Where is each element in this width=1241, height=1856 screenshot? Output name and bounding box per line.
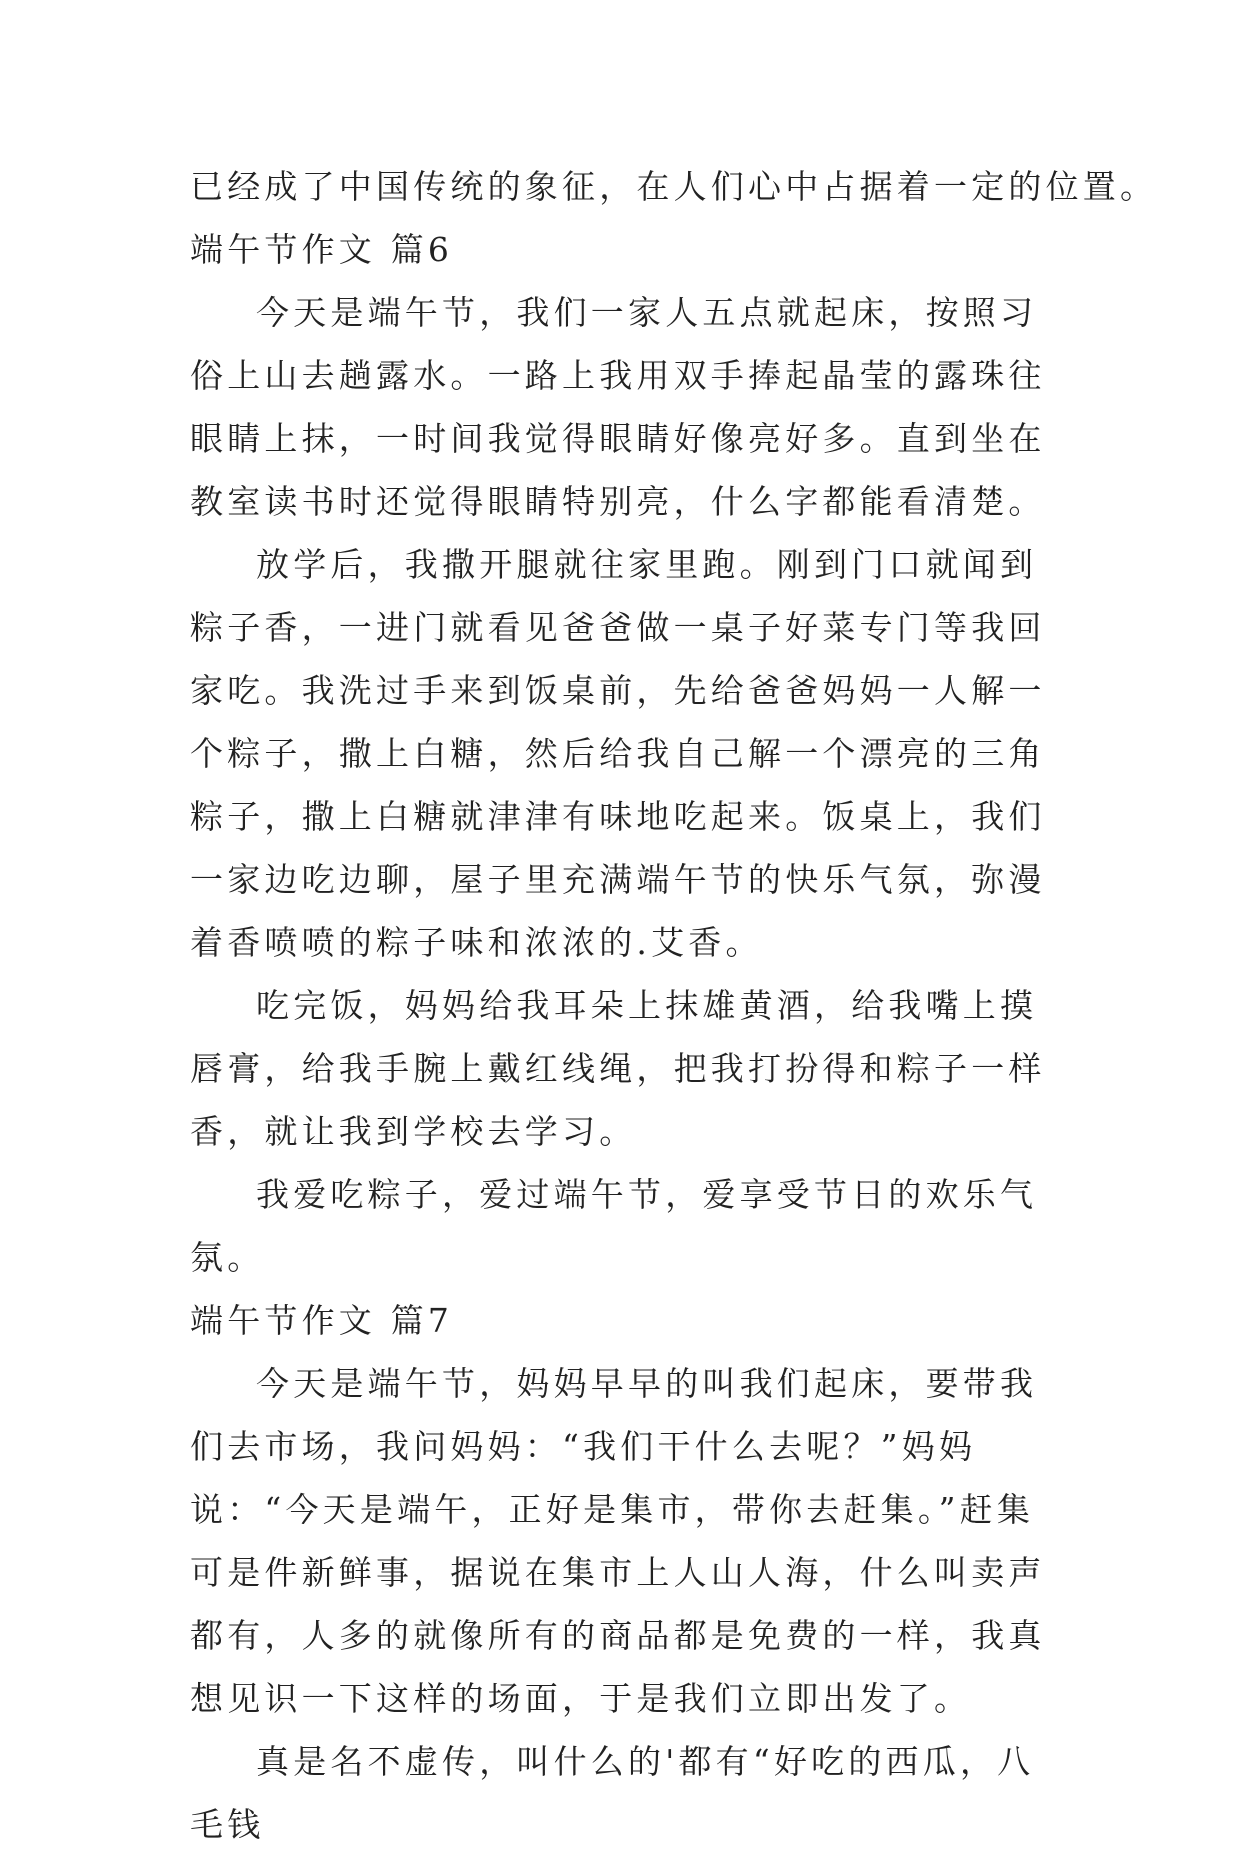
paragraph: 今天是端午节，我们一家人五点就起床，按照习俗上山去趟露水。一路上我用双手捧起晶莹的露珠往眼睛上抹，一时间我觉得眼睛好像亮好多。直到坐在教室读书时还觉得眼睛特别亮，什么字都能看清楚。 xyxy=(190,293,1046,521)
paragraph: 今天是端午节，妈妈早早的叫我们起床，要带我们去市场，我问妈妈：“我们干什么去呢？”妈妈说：“今天是端午，正好是集市，带你去赶集。”赶集可是件新鲜事，据说在集市上人山人海，什么叫卖声都有，人多的就像所有的商品都是免费的一样，我真想见识一下这样的场面，于是我们立即出发了。 xyxy=(190,1364,1046,1718)
paragraph: 放学后，我撒开腿就往家里跑。刚到门口就闻到粽子香，一进门就看见爸爸做一桌子好菜专门等我回家吃。我洗过手来到饭桌前，先给爸爸妈妈一人解一个粽子，撒上白糖，然后给我自己解一个漂亮的三角粽子，撒上白糖就津津有味地吃起来。饭桌上，我们一家边吃边聊，屋子里充满端午节的快乐气氛，弥漫着香喷喷的粽子味和浓浓的.艾香。 xyxy=(190,545,1046,962)
paragraph: 吃完饭，妈妈给我耳朵上抹雄黄酒，给我嘴上摸唇膏，给我手腕上戴红线绳，把我打扮得和粽子一样香，就让我到学校去学习。 xyxy=(190,986,1046,1151)
paragraph: 真是名不虚传，叫什么的'都有“好吃的西瓜，八毛钱 xyxy=(190,1742,1035,1844)
opening-line: 已经成了中国传统的象征，在人们心中占据着一定的位置。 xyxy=(190,167,1158,206)
section-heading-6: 端午节作文 篇6 xyxy=(190,230,454,269)
section-heading-7: 端午节作文 篇7 xyxy=(190,1301,454,1340)
paragraph: 我爱吃粽子，爱过端午节，爱享受节日的欢乐气氛。 xyxy=(190,1175,1038,1277)
document-page xyxy=(190,155,1158,1856)
